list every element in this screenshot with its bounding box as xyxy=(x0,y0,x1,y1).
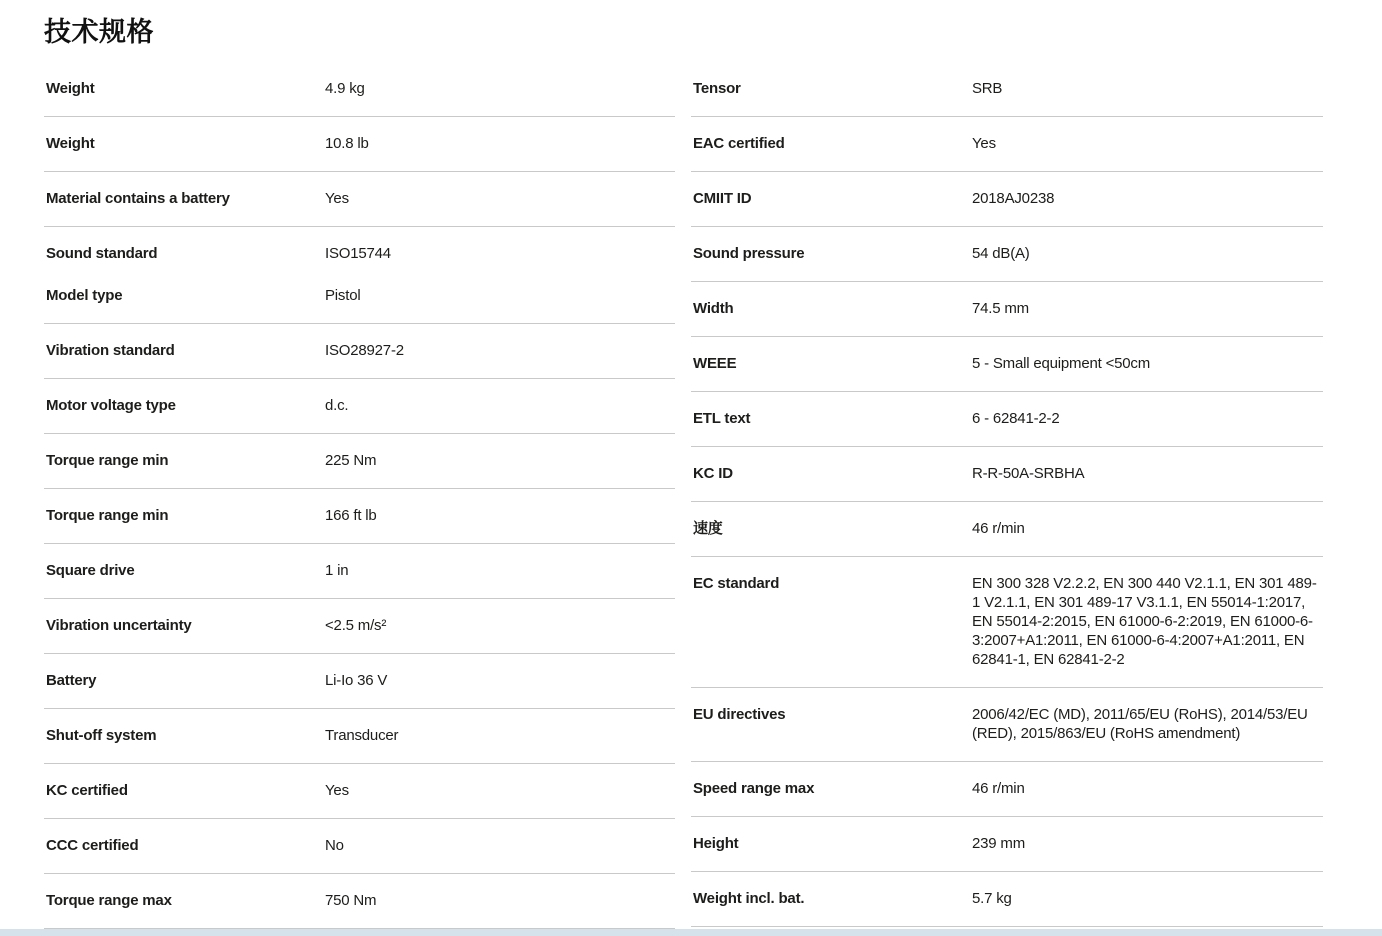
spec-group xyxy=(691,282,1323,337)
spec-label: Weight xyxy=(46,80,95,97)
spec-value: Transducer xyxy=(325,727,399,744)
spec-row xyxy=(693,519,1323,538)
spec-row xyxy=(46,836,675,855)
spec-value: No xyxy=(325,837,344,854)
spec-row xyxy=(46,189,675,208)
spec-label: Torque range min xyxy=(46,452,169,469)
spec-value: Yes xyxy=(325,190,349,207)
spec-label: Sound pressure xyxy=(693,245,805,262)
spec-group xyxy=(691,817,1323,872)
spec-group xyxy=(44,764,675,819)
spec-label: Vibration uncertainty xyxy=(46,617,192,634)
spec-value: ISO28927-2 xyxy=(325,342,404,359)
spec-value: 46 r/min xyxy=(972,780,1025,797)
spec-label: Material contains a battery xyxy=(46,190,230,207)
spec-group xyxy=(44,172,675,227)
spec-row xyxy=(693,889,1323,908)
spec-row xyxy=(46,616,675,635)
spec-value: 750 Nm xyxy=(325,892,377,909)
spec-label: KC certified xyxy=(46,782,128,799)
spec-label: Weight xyxy=(46,135,95,152)
spec-value: 166 ft lb xyxy=(325,507,377,524)
spec-value: ISO15744 xyxy=(325,245,391,262)
spec-label: Tensor xyxy=(693,80,741,97)
spec-group xyxy=(44,819,675,874)
spec-label: EAC certified xyxy=(693,135,785,152)
spec-value: 2006/42/EC (MD), 2011/65/EU (RoHS), 2014/53/EU (RED), 2015/863/EU (RoHS amendment) xyxy=(972,706,1308,742)
spec-group xyxy=(44,709,675,764)
spec-value: 225 Nm xyxy=(325,452,377,469)
spec-group xyxy=(44,117,675,172)
spec-value: Yes xyxy=(325,782,349,799)
spec-row xyxy=(693,244,1323,263)
spec-group xyxy=(44,62,675,117)
spec-value: 2018AJ0238 xyxy=(972,190,1055,207)
spec-value: 239 mm xyxy=(972,835,1025,852)
spec-value: Pistol xyxy=(325,287,361,304)
spec-row xyxy=(46,134,675,153)
spec-label: WEEE xyxy=(693,355,737,372)
spec-value: 10.8 lb xyxy=(325,135,369,152)
spec-table-left xyxy=(44,62,675,929)
spec-group xyxy=(691,688,1323,762)
spec-group xyxy=(44,544,675,599)
spec-value: Yes xyxy=(972,135,996,152)
spec-row xyxy=(693,409,1323,428)
spec-row xyxy=(46,341,675,360)
spec-row xyxy=(693,779,1323,798)
spec-group xyxy=(691,872,1323,927)
spec-group xyxy=(691,227,1323,282)
spec-label: Sound standard xyxy=(46,245,158,262)
spec-row xyxy=(693,299,1323,318)
spec-table-right xyxy=(691,62,1323,927)
spec-label: Weight incl. bat. xyxy=(693,890,805,907)
spec-label: Model type xyxy=(46,287,123,304)
spec-row xyxy=(693,705,1323,743)
spec-row xyxy=(693,79,1323,98)
spec-row xyxy=(46,671,675,690)
spec-group xyxy=(44,227,675,324)
spec-value: SRB xyxy=(972,80,1003,97)
spec-group xyxy=(691,762,1323,817)
spec-value: Li-Io 36 V xyxy=(325,672,388,689)
spec-group xyxy=(691,172,1323,227)
spec-label: Speed range max xyxy=(693,780,815,797)
spec-group xyxy=(691,447,1323,502)
spec-label: Square drive xyxy=(46,562,135,579)
spec-row xyxy=(693,354,1323,373)
spec-label: EC standard xyxy=(693,575,780,592)
spec-row xyxy=(693,464,1323,483)
spec-label: Vibration standard xyxy=(46,342,175,359)
spec-row xyxy=(46,451,675,470)
spec-row xyxy=(693,834,1323,853)
spec-label: 速度 xyxy=(693,520,723,537)
spec-group xyxy=(691,337,1323,392)
spec-value: EN 300 328 V2.2.2, EN 300 440 V2.1.1, EN 301 489-1 V2.1.1, EN 301 489-17 V3.1.1, EN 55014-1:2017, EN 55014-2:2015, EN 61000-6-2:2019, EN 61000-6-3:2007+A1:2011, EN 61000-6-4:2007+A1:2011, EN 62841-1, EN 62841-2-2 xyxy=(972,575,1317,668)
spec-value: R-R-50A-SRBHA xyxy=(972,465,1085,482)
spec-row xyxy=(46,396,675,415)
spec-label: Motor voltage type xyxy=(46,397,176,414)
bottom-section-edge xyxy=(0,929,1382,936)
spec-value: 74.5 mm xyxy=(972,300,1029,317)
spec-label: EU directives xyxy=(693,706,786,723)
spec-label: Torque range max xyxy=(46,892,172,909)
spec-value: <2.5 m/s² xyxy=(325,617,387,634)
spec-label: Height xyxy=(693,835,739,852)
spec-row xyxy=(693,574,1323,669)
spec-row xyxy=(693,134,1323,153)
spec-label: Battery xyxy=(46,672,97,689)
spec-row xyxy=(46,79,675,98)
spec-value: 1 in xyxy=(325,562,349,579)
spec-value: 5.7 kg xyxy=(972,890,1012,907)
spec-columns xyxy=(44,62,1323,929)
spec-value: 6 - 62841-2-2 xyxy=(972,410,1060,427)
spec-value: d.c. xyxy=(325,397,349,414)
spec-row xyxy=(46,726,675,745)
spec-group xyxy=(691,62,1323,117)
spec-group xyxy=(44,874,675,929)
spec-group xyxy=(44,599,675,654)
spec-value: 54 dB(A) xyxy=(972,245,1030,262)
spec-value: 46 r/min xyxy=(972,520,1025,537)
spec-row xyxy=(693,189,1323,208)
spec-row xyxy=(46,781,675,800)
spec-row xyxy=(46,506,675,525)
spec-label: CMIIT ID xyxy=(693,190,752,207)
spec-label: KC ID xyxy=(693,465,733,482)
spec-label: ETL text xyxy=(693,410,751,427)
spec-group xyxy=(691,392,1323,447)
spec-row xyxy=(46,286,675,305)
spec-group xyxy=(44,324,675,379)
spec-group xyxy=(44,379,675,434)
spec-label: Shut-off system xyxy=(46,727,157,744)
spec-label: CCC certified xyxy=(46,837,139,854)
spec-group xyxy=(44,489,675,544)
spec-group xyxy=(691,557,1323,688)
spec-group xyxy=(44,654,675,709)
spec-row xyxy=(46,244,675,263)
spec-row xyxy=(46,561,675,580)
spec-value: 5 - Small equipment <50cm xyxy=(972,355,1151,372)
spec-group xyxy=(44,434,675,489)
spec-row xyxy=(46,891,675,910)
spec-label: Torque range min xyxy=(46,507,169,524)
spec-label: Width xyxy=(693,300,734,317)
spec-group xyxy=(691,502,1323,557)
page-title: 技术规格 xyxy=(44,17,154,47)
spec-group xyxy=(691,117,1323,172)
spec-value: 4.9 kg xyxy=(325,80,365,97)
